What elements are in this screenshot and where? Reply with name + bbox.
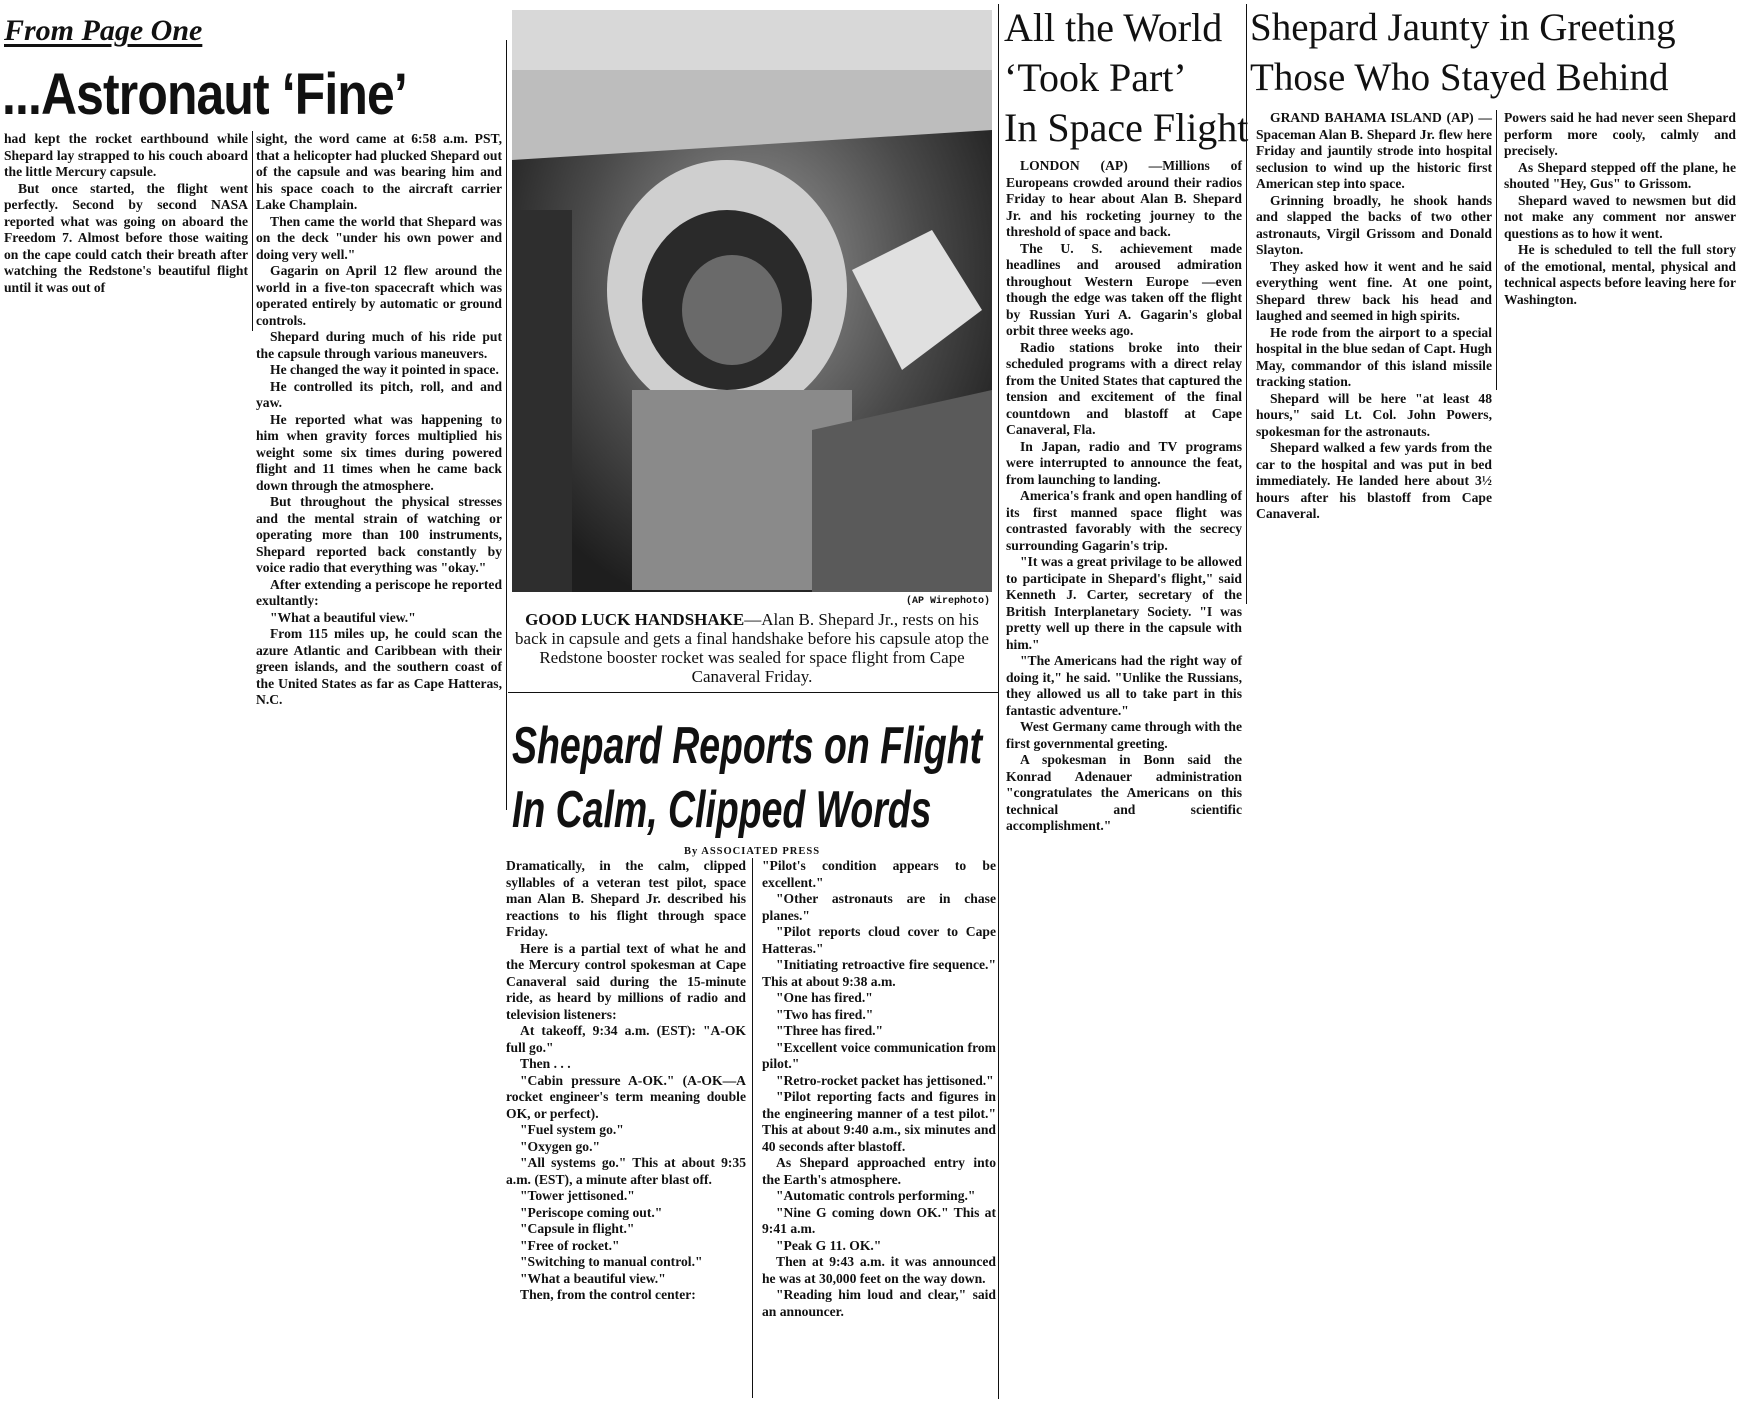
article-paragraph: "The Americans had the right way of doing it," he said. "Unlike the Russians, they allowed us all to take part in this fantastic adventure." [1006, 653, 1242, 718]
article-paragraph: "Two has fired." [776, 1006, 874, 1022]
article-paragraph: Dramatically, in the calm, clipped syllables of a veteran test pilot, space man Alan B. Shepard Jr. described his reactions to his flight through space Friday. [506, 858, 746, 939]
article-paragraph: At takeoff, 9:34 a.m. (EST): "A-OK full go." [506, 1023, 746, 1055]
reports-column-1 [506, 858, 746, 1304]
photo-shepard-in-capsule [512, 10, 992, 592]
article-paragraph: From 115 miles up, he could scan the azure Atlantic and Caribbean with their green islands, and the southern coast of the United States as far as Cape Hatteras, N.C. [256, 626, 502, 707]
article-paragraph: "All systems go." This at about 9:35 a.m. (EST), a minute after blast off. [506, 1155, 746, 1187]
article-paragraph: "Excellent voice communication from pilot." [762, 1039, 996, 1071]
jaunty-dateline: GRAND BAHAMA ISLAND (AP) [1270, 110, 1474, 125]
article-paragraph: "Automatic controls performing." [776, 1188, 976, 1203]
column-rule [252, 131, 253, 331]
article-paragraph: Gagarin on April 12 flew around the world in a five-ton spacecraft which was operated entirely by automatic or ground controls. [256, 263, 502, 328]
world-column [1006, 158, 1242, 835]
photo-caption [512, 610, 992, 686]
article-paragraph: "Retro-rocket packet has jettisoned." [776, 1072, 994, 1088]
headline-jaunty-line-1: Shepard Jaunty in Greeting [1250, 6, 1676, 49]
article-paragraph: "Free of rocket." [520, 1237, 620, 1253]
article-paragraph: America's frank and open handling of its first manned space flight was contrasted favorably with the secrecy surrounding Gagarin's trip. [1006, 488, 1242, 553]
headline-astronaut-fine: ...Astronaut ‘Fine’ [2, 62, 407, 127]
article-paragraph: "Cabin pressure A-OK." (A-OK—A rocket engineer's term meaning double OK, or perfect). [506, 1072, 746, 1121]
article-paragraph: Shepard during much of his ride put the capsule through various maneuvers. [256, 329, 502, 361]
jaunty-column-1 [1256, 110, 1492, 523]
article-paragraph: Radio stations broke into their scheduled programs with a direct relay from the United States that captured the tension and excitement of the final countdown and blastoff at Cape Canaveral, Fla. [1006, 339, 1242, 437]
article-paragraph: Shepard walked a few yards from the car to the hospital and was put in bed immediately. He landed here about 3½ hours after his blastoff from Cape Canaveral. [1256, 440, 1492, 521]
reports-column-2 [762, 858, 996, 1320]
astronaut-column-2 [256, 131, 502, 709]
caption-lead: GOOD LUCK HANDSHAKE [525, 610, 745, 629]
article-paragraph: "One has fired." [776, 990, 873, 1005]
column-rule [1246, 4, 1247, 604]
headline-world-line-2: ‘Took Part’ [1004, 55, 1187, 100]
article-paragraph: Here is a partial text of what he and the Mercury control spokesman at Cape Canaveral said during the 15-minute ride, as heard by millions of radio and television listeners: [506, 940, 746, 1022]
world-rest [1006, 241, 1242, 835]
article-paragraph: "What a beautiful view." [270, 609, 416, 625]
article-paragraph: He rode from the airport to a special hospital in the blue sedan of Capt. Hugh May, commandor of this island missile tracking station. [1256, 324, 1492, 389]
world-dateline: LONDON (AP) [1020, 158, 1128, 173]
headline-world-line-3: In Space Flight [1004, 105, 1249, 150]
article-paragraph: "Switching to manual control." [520, 1254, 703, 1269]
article-paragraph: He reported what was happening to him when gravity forces multiplied his weight some six times during powered flight and 11 times when he came back down through the atmosphere. [256, 411, 502, 493]
article-paragraph: "Periscope coming out." [520, 1204, 663, 1220]
article-paragraph: sight, the word came at 6:58 a.m. PST, that a helicopter had plucked Shepard out of the capsule and was bearing him and his space coach to the aircraft carrier Lake Champlain. [256, 131, 502, 212]
world-first-text: —Millions of Europeans crowded around their radios Friday to hear about Alan B. Shepard Jr. and his rocketing journey to the threshold of space and back. [1006, 158, 1242, 239]
article-paragraph: "Three has fired." [776, 1023, 884, 1038]
jaunty-first-paragraph [1256, 110, 1492, 193]
column-rule [752, 858, 753, 1398]
article-paragraph: "Reading him loud and clear," said an announcer. [762, 1287, 996, 1319]
article-paragraph: The U. S. achievement made headlines and aroused admiration throughout Western Europe —even though the edge was taken off the flight by Russian Yuri A. Gagarin's global orbit three weeks ago. [1006, 240, 1242, 338]
article-paragraph: "Tower jettisoned." [520, 1188, 635, 1203]
article-paragraph: He changed the way it pointed in space. [270, 362, 499, 377]
article-paragraph: "Pilot's condition appears to be excellent." [762, 858, 996, 890]
article-paragraph: But once started, the flight went perfectly. Second by second NASA reported what was going on aboard the Freedom 7. Almost before those waiting on the cape could catch their breath after watching the Redstone's beautiful flight until it was out of [4, 180, 248, 295]
world-first-paragraph [1006, 158, 1242, 241]
column-rule [998, 4, 999, 1399]
jaunty-first-text: —Spaceman Alan B. Shepard Jr. flew here Friday and jauntily strode into hospital seclusion to wind up the historic first American step into space. [1256, 110, 1492, 191]
article-paragraph: Shepard will be here "at least 48 hours," said Lt. Col. John Powers, spokesman for the astronauts. [1256, 390, 1492, 439]
article-paragraph: As Shepard stepped off the plane, he shouted "Hey, Gus" to Grissom. [1504, 159, 1736, 191]
headline-world-line-1: All the World [1004, 5, 1223, 50]
article-paragraph: As Shepard approached entry into the Earth's atmosphere. [762, 1155, 996, 1187]
article-paragraph: Shepard waved to newsmen but did not make any comment nor answer questions as to how it went. [1504, 192, 1736, 241]
article-paragraph: He is scheduled to tell the full story of the emotional, mental, physical and technical aspects before leaving here for Washington. [1504, 242, 1736, 307]
byline: By ASSOCIATED PRESS [683, 846, 821, 857]
jaunty-column-2 [1504, 110, 1736, 308]
article-paragraph: Then . . . [520, 1056, 571, 1071]
astronaut-column-1 [4, 131, 248, 296]
article-paragraph: "Pilot reporting facts and figures in the engineering manner of a test pilot." This at about 9:40 a.m., six minutes and 40 seconds after blastoff. [762, 1089, 996, 1154]
article-paragraph: Then came the world that Shepard was on the deck "under his own power and doing very well." [256, 213, 502, 262]
column-rule [1496, 110, 1497, 390]
article-paragraph: "What a beautiful view." [520, 1270, 666, 1286]
article-paragraph: But throughout the physical stresses and the mental strain of watching or operating more than 100 instruments, Shepard reported back constantly by voice radio that everything was "okay." [256, 494, 502, 575]
article-paragraph: Powers said he had never seen Shepard perform more cooly, calmly and precisely. [1504, 110, 1736, 158]
article-paragraph: "Initiating retroactive fire sequence." This at about 9:38 a.m. [762, 957, 996, 989]
jaunty-rest [1256, 193, 1492, 523]
article-paragraph: He controlled its pitch, roll, and and yaw. [256, 378, 502, 410]
headline-reports-line-1: Shepard Reports on Flight [512, 717, 983, 775]
article-paragraph: In Japan, radio and TV programs were interrupted to announce the feat, from launching to landing. [1006, 438, 1242, 487]
article-paragraph: Grinning broadly, he shook hands and slapped the backs of two other astronauts, Virgil Grissom and Donald Slayton. [1256, 192, 1492, 257]
article-paragraph: "Pilot reports cloud cover to Cape Hatteras." [762, 924, 996, 956]
article-paragraph: After extending a periscope he reported exultantly: [256, 576, 502, 608]
article-paragraph: "Other astronauts are in chase planes." [762, 891, 996, 923]
article-paragraph: "Peak G 11. OK." [776, 1237, 882, 1253]
headline-reports-line-2: In Calm, Clipped Words [512, 781, 932, 839]
column-rule [506, 40, 507, 810]
article-paragraph: "Oxygen go." [520, 1138, 601, 1154]
article-paragraph: "Fuel system go." [520, 1122, 624, 1137]
article-paragraph: had kept the rocket earthbound while Shepard lay strapped to his couch aboard the little Mercury capsule. [4, 131, 248, 179]
article-paragraph: Then at 9:43 a.m. it was announced he was at 30,000 feet on the way down. [762, 1254, 996, 1286]
article-paragraph: "Nine G coming down OK." This at 9:41 a.m. [762, 1204, 996, 1236]
photo-credit: (AP Wirephoto) [905, 596, 990, 607]
article-paragraph: "It was a great privilage to be allowed to participate in Shepard's flight," said Kenneth J. Carter, secretary of the British Interplanetary Society. "I was pretty well up there in the capsule with him." [1006, 554, 1242, 652]
kicker-from-page-one: From Page One [4, 14, 203, 47]
photo-illustration [512, 10, 992, 592]
caption-text: —Alan B. Shepard Jr., rests on his back in capsule and gets a final handshake before his capsule atop the Redstone booster rocket was sealed for space flight from Cape Canaveral Friday. [515, 610, 989, 686]
article-paragraph: "Capsule in flight." [520, 1221, 635, 1236]
article-paragraph: West Germany came through with the first governmental greeting. [1006, 719, 1242, 751]
headline-jaunty-line-2: Those Who Stayed Behind [1250, 56, 1669, 99]
section-rule [508, 692, 998, 693]
article-paragraph: Then, from the control center: [520, 1287, 696, 1302]
article-paragraph: A spokesman in Bonn said the Konrad Adenauer administration "congratulates the Americans on this technical and scientific accomplishment." [1006, 752, 1242, 833]
article-paragraph: They asked how it went and he said everything went fine. At one point, Shepard threw back his head and laughed and seemed in high spirits. [1256, 258, 1492, 323]
